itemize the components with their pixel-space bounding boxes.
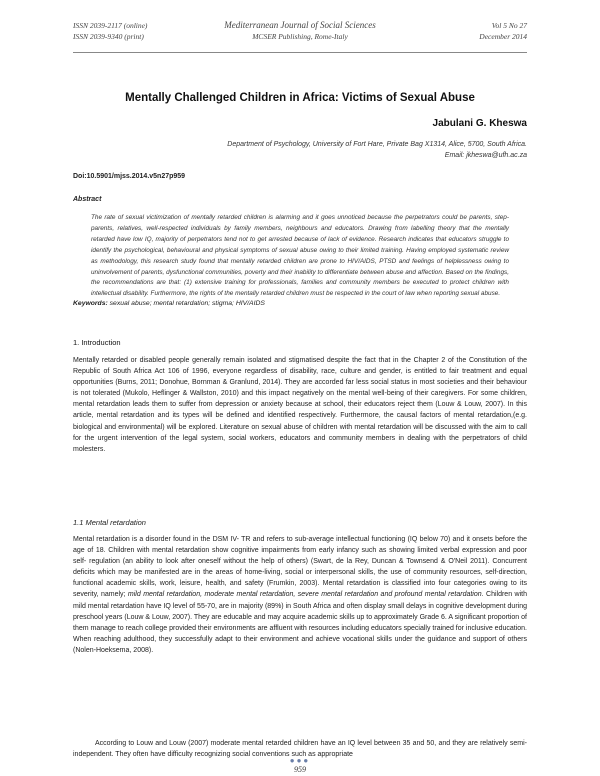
introduction-paragraph: Mentally retarded or disabled people generally remain isolated and stigmatised despite the fact that in the Chapter 2 of the Constitution of the Republic of South Africa Act 106 of 1996, everyone regardless of disability, race, culture and gender, is entitled to fair treatment and equal opportunities (Burns, 2011; Donohue, Bornman & Granlund, 2014). They are accorded far less social status in most societies and their behaviour is not tolerated (Mukolo, Heflinger & Wallston, 2010) and this impact negatively on the mental well-being of their caregivers. For some children, mental retardation leads them to suffer from depression or anxiety because at school, their educators reject them (Louw & Louw, 2007). In this article, mental retardation and its types will be defined and identified respectively. Furthermore, the causal factors of mental retardation,(e.g. biological and environmental) will be explored. Literature on sexual abuse of children with mental retardation will be discussed with the aim to call for the urgent intervention of the legal system, social workers, educators and community members in dealing with the perpetrators of child molesters. (73, 357, 527, 453)
journal-name: Mediterranean Journal of Social Sciences (224, 20, 376, 30)
volume-block (479, 20, 527, 42)
affiliation: Department of Psychology, University of Fort Hare, Private Bag X1314, Alice, 5700, South Africa. (227, 141, 527, 148)
paragraph-part-b: Children with mild mental retardation have IQ level of 55-70, are in majority (89%) in South Africa and often display small delays in cognitive development during preschool years (Louw & Louw, 2007). They are educable and may acquire academic skills up to approximately Grade 6. A significant proportion of them manage to reach college provided their environments are affluent with resources including educators specially trained for inclusive education. When reaching adulthood, they successfully adapt to their environment and achieve vocational skills under the guidance and support of others (Nolen-Hoeksema, 2008). (73, 591, 527, 654)
footer-dots: ●●● (289, 756, 311, 765)
abstract-heading: Abstract (73, 196, 102, 203)
header-rule (73, 52, 527, 53)
affiliation-block (227, 139, 527, 161)
page-number: 959 (294, 765, 306, 774)
keywords-list: sexual abuse; mental retardation; stigma; HIV/AIDS (109, 300, 265, 307)
doi: Doi:10.5901/mjss.2014.v5n27p959 (73, 173, 186, 180)
section-heading-introduction: 1. Introduction (73, 338, 121, 347)
issn-print: ISSN 2039-9340 (print) (73, 32, 144, 41)
author-email: Email: jkheswa@ufh.ac.za (444, 152, 527, 159)
publisher: MCSER Publishing, Rome-Italy (252, 32, 348, 41)
journal-block (73, 20, 527, 42)
issn-online: ISSN 2039-2117 (online) (73, 21, 148, 30)
volume: Vol 5 No 27 (491, 21, 527, 30)
issue-date: December 2014 (479, 32, 527, 41)
moderate-retardation-paragraph: According to Louw and Louw (2007) moderate mental retarded children have an IQ level between 35 and 50, and they are relatively semi- independent. They often have difficulty recognizing social conventions such as appropriate (73, 740, 527, 759)
keywords-line (73, 300, 527, 307)
abstract-text: The rate of sexual victimization of mentally retarded children is alarming and it goes unnoticed because the perpetrators could be parents, step- parents, relatives, well-respected individuals by family members, neighbours and educators. Drawing from labelling theory that the mentally retarded have low IQ, majority of perpetrators tend not to get arrested because of lack of evidence. Research indicates that educators struggle to identify the psychological, behavioural and physical symptoms of sexual abuse owing to their limited training. Having employed systematic review as methodology, this research study found that mentally retarded children are prone to HIV/AIDS, PTSD and feelings of helplessness owing to uninvolvement of parents, dysfunctional communities, poverty and their inability to differentiate between abuse and affection. Based on the findings, the recommendations are that: (1) extensive training for professionals, families and community members be executed to protect children with intellectual disability. Furthermore, the rights of the mentally retarded children must be respected in the court of law when reporting sexual abuse. (91, 214, 509, 298)
subsection-heading-mental-retardation: 1.1 Mental retardation (73, 518, 146, 527)
paragraph-part-a: Mental retardation is a disorder found in the DSM IV- TR and refers to sub-average intellectual functioning (IQ below 70) and it onsets before the age of 18. Children with mental retardation show cognitive impairments from early infancy such as showing limited verbal expression and poor self- regulation (an ability to look after oneself without the help of others) (Swart, de la Rey, Duncan & Townsend & O'Neil 2011). Concurrent deficits which may be manifested are in the areas of home-living, social or interpersonal skills, the use of community resources, self-direction, functional academic skills, work, leisure, health, and safety (Frumkin, 2003). Mental retardation is classified into four categories owing to its severity, namely; (73, 536, 527, 599)
retardation-types: mild mental retardation, moderate mental retardation, severe mental retardation and profound mental retardation. (127, 591, 484, 599)
author-name: Jabulani G. Kheswa (432, 118, 527, 129)
mental-retardation-paragraph (73, 534, 527, 656)
running-header (73, 20, 527, 52)
paper-title: Mentally Challenged Children in Africa: Victims of Sexual Abuse (125, 92, 475, 104)
keywords-label: Keywords: (73, 300, 108, 307)
